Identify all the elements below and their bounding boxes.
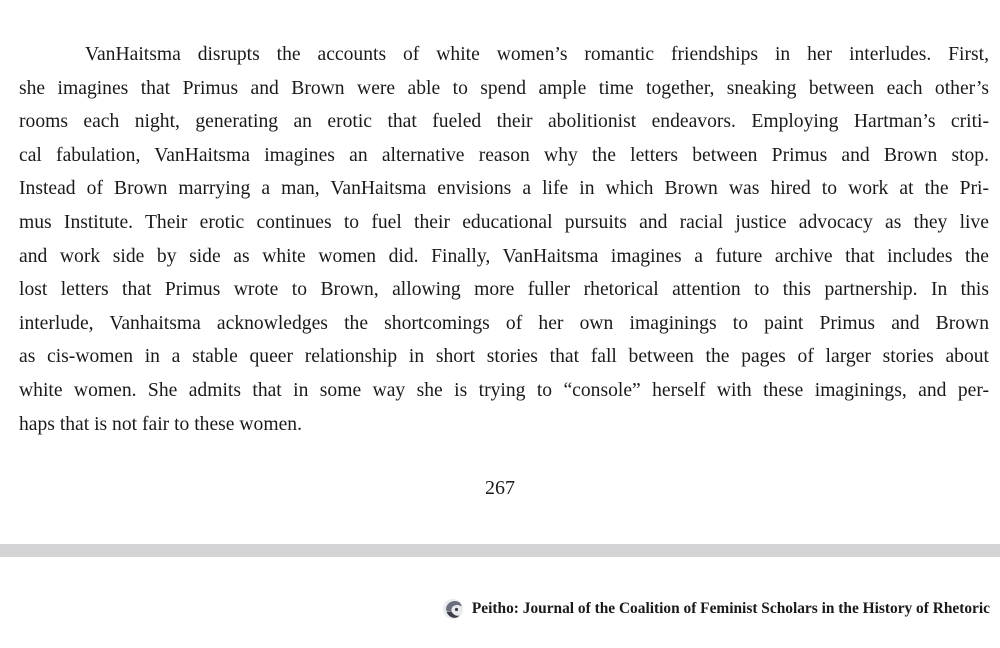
body-paragraph xyxy=(19,0,989,441)
text-line: lost letters that Primus wrote to Brown, allowing more fuller rhetorical attention to this partnership. In this xyxy=(19,279,989,301)
text-line: VanHaitsma disrupts the accounts of white women’s romantic friendships in her interludes. First, xyxy=(85,44,989,65)
page-number: 267 xyxy=(485,477,515,499)
footer-divider-band xyxy=(0,544,1000,557)
journal-name: Peitho: Journal of the Coalition of Feminist Scholars in the History of Rhetoric xyxy=(471,600,990,617)
text-line: interlude, Vanhaitsma acknowledges the shortcomings of her own imaginings to paint Primus and Brown xyxy=(19,312,989,334)
text-line: as cis-women in a stable queer relationship in short stories that fall between the pages of larger stories about xyxy=(19,346,989,368)
text-line: and work side by side as white women did. Finally, VanHaitsma imagines a future archive that includes the xyxy=(19,245,989,267)
text-line: haps that is not fair to these women. xyxy=(19,413,302,435)
text-line: white women. She admits that in some way she is trying to “console” herself with these imaginings, and per- xyxy=(19,379,989,401)
text-line: cal fabulation, VanHaitsma imagines an alternative reason why the letters between Primus and Brown stop. xyxy=(19,144,989,166)
article-body xyxy=(19,0,989,441)
text-line: mus Institute. Their erotic continues to fuel their educational pursuits and racial justice advocacy as they live xyxy=(19,211,989,233)
text-line: she imagines that Primus and Brown were able to spend ample time together, sneaking between each other’s xyxy=(19,77,989,99)
journal-footer xyxy=(442,598,990,620)
text-line: rooms each night, generating an erotic that fueled their abolitionist endeavors. Employing Hartman’s criti- xyxy=(19,111,989,133)
text-line: Instead of Brown marrying a man, VanHaitsma envisions a life in which Brown was hired to work at the Pri- xyxy=(19,178,989,200)
peitho-logo-icon xyxy=(442,598,464,620)
